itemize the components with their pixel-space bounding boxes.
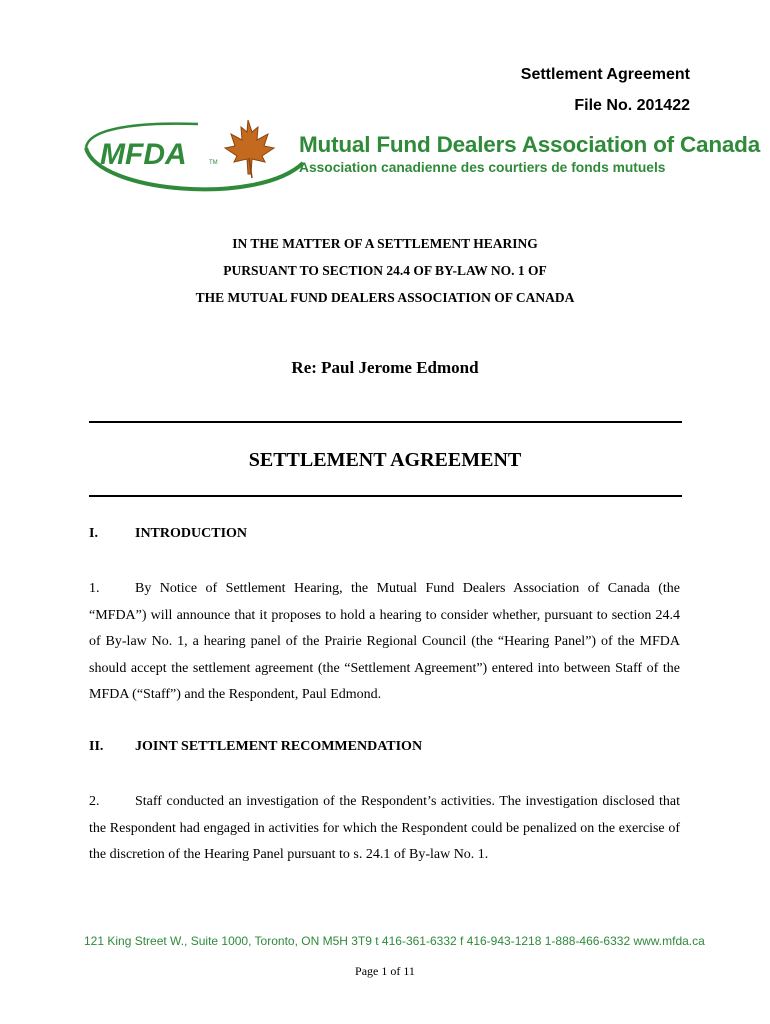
maple-leaf-icon bbox=[225, 120, 274, 178]
section-heading-joint-settlement bbox=[89, 739, 422, 755]
title-bottom-rule bbox=[89, 495, 682, 497]
logo-tm: TM bbox=[209, 160, 218, 166]
section-heading-introduction bbox=[89, 526, 247, 542]
logo-name-english: Mutual Fund Dealers Association of Canada bbox=[299, 132, 761, 157]
section-title: INTRODUCTION bbox=[135, 526, 248, 541]
paragraph-text: By Notice of Settlement Hearing, the Mutual Fund Dealers Association of Canada (the “MFDA”) will announce that it proposes to hold a hearing to consider whether, pursuant to section 24.4 of By-law No. 1, a hearing panel of the Prairie Regional Council (the “Hearing Panel”) of the MFDA should accept the settlement agreement (the “Settlement Agreement”) entered into between Staff of the MFDA (“Staff”) and the Respondent, Paul Edmond. bbox=[89, 581, 680, 702]
document-title: SETTLEMENT AGREEMENT bbox=[248, 449, 522, 471]
page-number: Page 1 of 11 bbox=[355, 964, 415, 978]
paragraph-1 bbox=[89, 576, 680, 709]
section-number: I. bbox=[89, 526, 98, 541]
re-line: Re: Paul Jerome Edmond bbox=[291, 358, 479, 377]
document-type-label: Settlement Agreement bbox=[520, 66, 690, 83]
logo-acronym: MFDA bbox=[100, 138, 187, 171]
paragraph-number: 2. bbox=[89, 794, 100, 809]
paragraph-number: 1. bbox=[89, 581, 100, 596]
caption-line-2: PURSUANT TO SECTION 24.4 OF BY-LAW NO. 1 OF bbox=[223, 263, 547, 278]
logo-name-french: Association canadienne des courtiers de fonds mutuels bbox=[299, 160, 666, 175]
footer-address: 121 King Street W., Suite 1000, Toronto, ON M5H 3T9 t 416-361-6332 f 416-943-1218 1-888-466-6332 www.mfda.ca bbox=[84, 934, 705, 948]
caption-line-3: THE MUTUAL FUND DEALERS ASSOCIATION OF CANADA bbox=[195, 290, 575, 305]
section-number: II. bbox=[89, 739, 104, 754]
mfda-swoosh-icon bbox=[78, 118, 688, 198]
file-number: File No. 201422 bbox=[574, 97, 690, 114]
title-top-rule bbox=[89, 421, 682, 423]
caption-line-1: IN THE MATTER OF A SETTLEMENT HEARING bbox=[232, 236, 538, 251]
paragraph-2 bbox=[89, 789, 680, 869]
section-title: JOINT SETTLEMENT RECOMMENDATION bbox=[135, 739, 423, 754]
paragraph-text: Staff conducted an investigation of the Respondent’s activities. The investigation disclosed that the Respondent had engaged in activities for which the Respondent could be penalized on the exercise of the discretion of the Hearing Panel pursuant to s. 24.1 of By-law No. 1. bbox=[89, 794, 680, 862]
